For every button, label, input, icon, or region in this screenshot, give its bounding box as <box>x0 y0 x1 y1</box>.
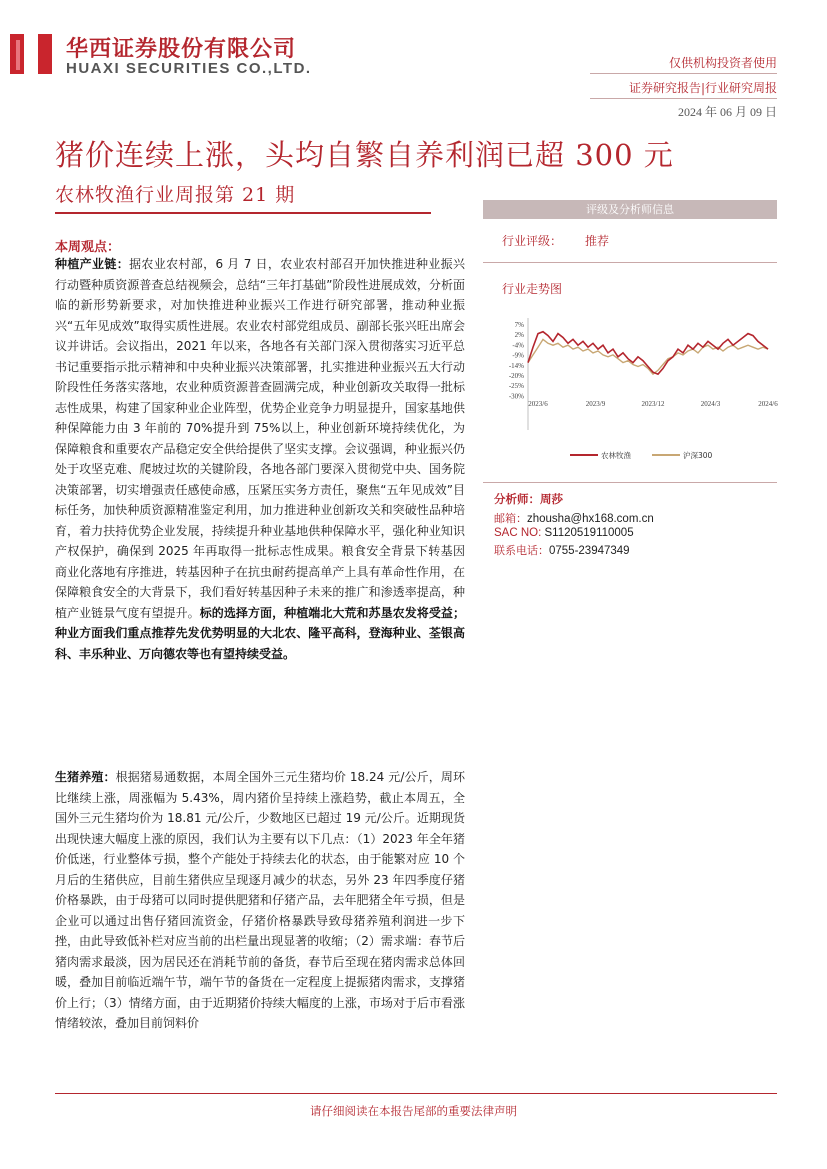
chart-x-tick-label: 2023/9 <box>585 400 606 408</box>
paragraph-text: 据农业农村部，6 月 7 日，农业农村部召开加快推进种业振兴行动暨种质资源普查总结视频会，总结“三年打基础”阶段性进展成效，分析面临的新形势新要求，对加快推进种业振兴工作进行研究部署，推动种业振兴“五年见成效”取得实质性进展。农业农村部党组成员、副部长张兴旺出席会议并讲话。会议指出，2021 年以来，各地各有关部门深入贯彻落实习近平总书记重要指示批示精神和中央种业振兴决策部署，扎实推进种业振兴五大行动阶段性任务落实落地，农业种质资源普查圆满完成，种业创新攻关取得一批标志性成果，构建了国家种业企业阵型，优势企业竞争力明显提升，国家基地供种保障能力由 3 年前的 70%提升到 75%以上，种业创新环境持续优化，为保障粮食和重要农产品稳定安全供给提供了坚实支撑。会议强调，种业振兴仍处于攻坚克难、爬坡过坎的关键阶段，各地各部门要深入贯彻党中央、国务院决策部署，切实增强责任感使命感，压紧压实务方责任，聚焦“五年见成效”目标任务，加快种质资源精准鉴定利用，加力推进种业创新攻关和突破性品种培育，着力扶持优势企业发展，持续提升种业基地供种保障水平，强化种业知识产权保护，确保到 2025 年再取得一批标志性成果。粮食安全背景下转基因商业化落地有序推进，转基因种子在抗虫耐药提高单产上具有革命性作用，在保障粮食安全的大背景下，我们看好转基因种子未来的推广和渗透率提高，种植产业链景气度有望提升。 <box>55 257 465 620</box>
paragraph-hog <box>55 767 465 1034</box>
header-divider <box>590 98 777 99</box>
chart-y-tick-label: -4% <box>512 341 524 350</box>
sidebar-divider <box>483 262 777 263</box>
sac-value: S1120519110005 <box>544 527 634 539</box>
section-title: 本周观点： <box>55 240 121 255</box>
phone-value: 0755-23947349 <box>549 545 630 557</box>
chart-x-tick-label: 2024/3 <box>700 400 721 408</box>
subtitle-rule <box>55 212 431 214</box>
analyst-email <box>494 510 654 526</box>
huaxi-logo-icon <box>10 30 52 78</box>
trend-chart-label: 行业走势图 <box>502 282 563 296</box>
footer-rule <box>55 1093 777 1094</box>
company-name-en: HUAXI SECURITIES CO.,LTD. <box>66 60 312 77</box>
chart-x-tick-label: 2024/6 <box>758 400 778 408</box>
paragraph-bold: 标的选择方面，种植端北大荒和苏垦农发将受益；种业方面我们重点推荐先发优势明显的大北农、隆平高科，登海种业、荃银高科、丰乐种业、万向德农等也有望持续受益。 <box>55 605 465 661</box>
chart-y-tick-label: 2% <box>514 331 524 340</box>
paragraph-lead: 生猪养殖： <box>55 770 116 784</box>
sidebar-heading: 评级及分析师信息 <box>483 200 777 219</box>
report-title: 猪价连续上涨，头均自繁自养利润已超 300 元 <box>55 138 674 172</box>
chart-y-tick-label: -30% <box>508 392 524 401</box>
email-label: 邮箱： <box>494 512 527 525</box>
report-subtitle: 农林牧渔行业周报第 21 期 <box>55 184 296 206</box>
audience-note: 仅供机构投资者使用 <box>668 56 777 70</box>
chart-y-tick-label: -9% <box>512 351 524 360</box>
footer-disclaimer: 请仔细阅读在本报告尾部的重要法律声明 <box>310 1104 517 1118</box>
report-header <box>0 0 827 130</box>
chart-y-tick-label: -14% <box>508 361 524 370</box>
chart-y-tick-label: -20% <box>508 372 524 380</box>
paragraph-text: 根据猪易通数据，本周全国外三元生猪均价 18.24 元/公斤，周环比继续上涨，周涨幅为 5.43%，周内猪价呈持续上涨趋势，截止本周五，全国外三元生猪均价为 18.81 元/公斤，少数地区已超过 19 元/公斤。近期现货出现快速大幅度上涨的原因，我们认为主要有以下几点：（1）2023 年全年猪价低迷，行业整体亏损，整个产能处于持续去化的状态，由于能繁对应 10 个月后的生猪供应，目前生猪供应呈现逐月减少的状态，另外 23 年四季度仔猪价格暴跌，由于母猪可以同时提供肥猪和仔猪产品，去年肥猪全年亏损，但是企业可以通过出售仔猪回流资金，仔猪价格暴跌导致母猪养殖利润进一步下挫，由此导致低补栏对应当前的出栏量出现显著的收缩；（2）需求端：春节后猪肉需求最淡，因为居民还在消耗节前的备货，春节后至现在猪肉需求总体回暖，叠加目前临近端午节，端午节的备货在一定程度上提振猪肉需求，支撑猪价上行；（3）情绪方面，由于近期猪价持续大幅度的上涨，市场对于后市看涨情绪较浓，叠加目前饲料价 <box>55 770 465 1030</box>
analyst-name: 分析师：周莎 <box>494 492 563 506</box>
industry-trend-chart <box>490 310 778 475</box>
chart-y-tick-label: 7% <box>514 321 524 329</box>
chart-legend-label: 沪深300 <box>683 451 713 460</box>
report-type: 证券研究报告|行业研究周报 <box>628 81 777 95</box>
analyst-sac <box>494 526 634 539</box>
report-date: 2024 年 06 月 09 日 <box>677 105 777 119</box>
chart-legend-label: 农林牧渔 <box>601 451 631 460</box>
analyst-phone <box>494 542 630 558</box>
rating-value: 推荐 <box>585 234 610 248</box>
header-divider <box>590 73 777 74</box>
chart-x-tick-label: 2023/12 <box>641 400 665 408</box>
company-name-cn: 华西证券股份有限公司 <box>66 36 297 62</box>
chart-y-tick-label: -25% <box>508 382 524 391</box>
rating-label: 行业评级： <box>502 234 563 248</box>
sidebar-divider <box>483 482 777 483</box>
chart-x-tick-label: 2023/6 <box>528 400 548 408</box>
sac-label: SAC NO: <box>494 527 545 539</box>
paragraph-lead: 种植产业链： <box>55 257 130 271</box>
phone-label: 联系电话： <box>494 544 549 557</box>
email-value: zhousha@hx168.com.cn <box>527 513 654 525</box>
paragraph-planting <box>55 254 465 664</box>
